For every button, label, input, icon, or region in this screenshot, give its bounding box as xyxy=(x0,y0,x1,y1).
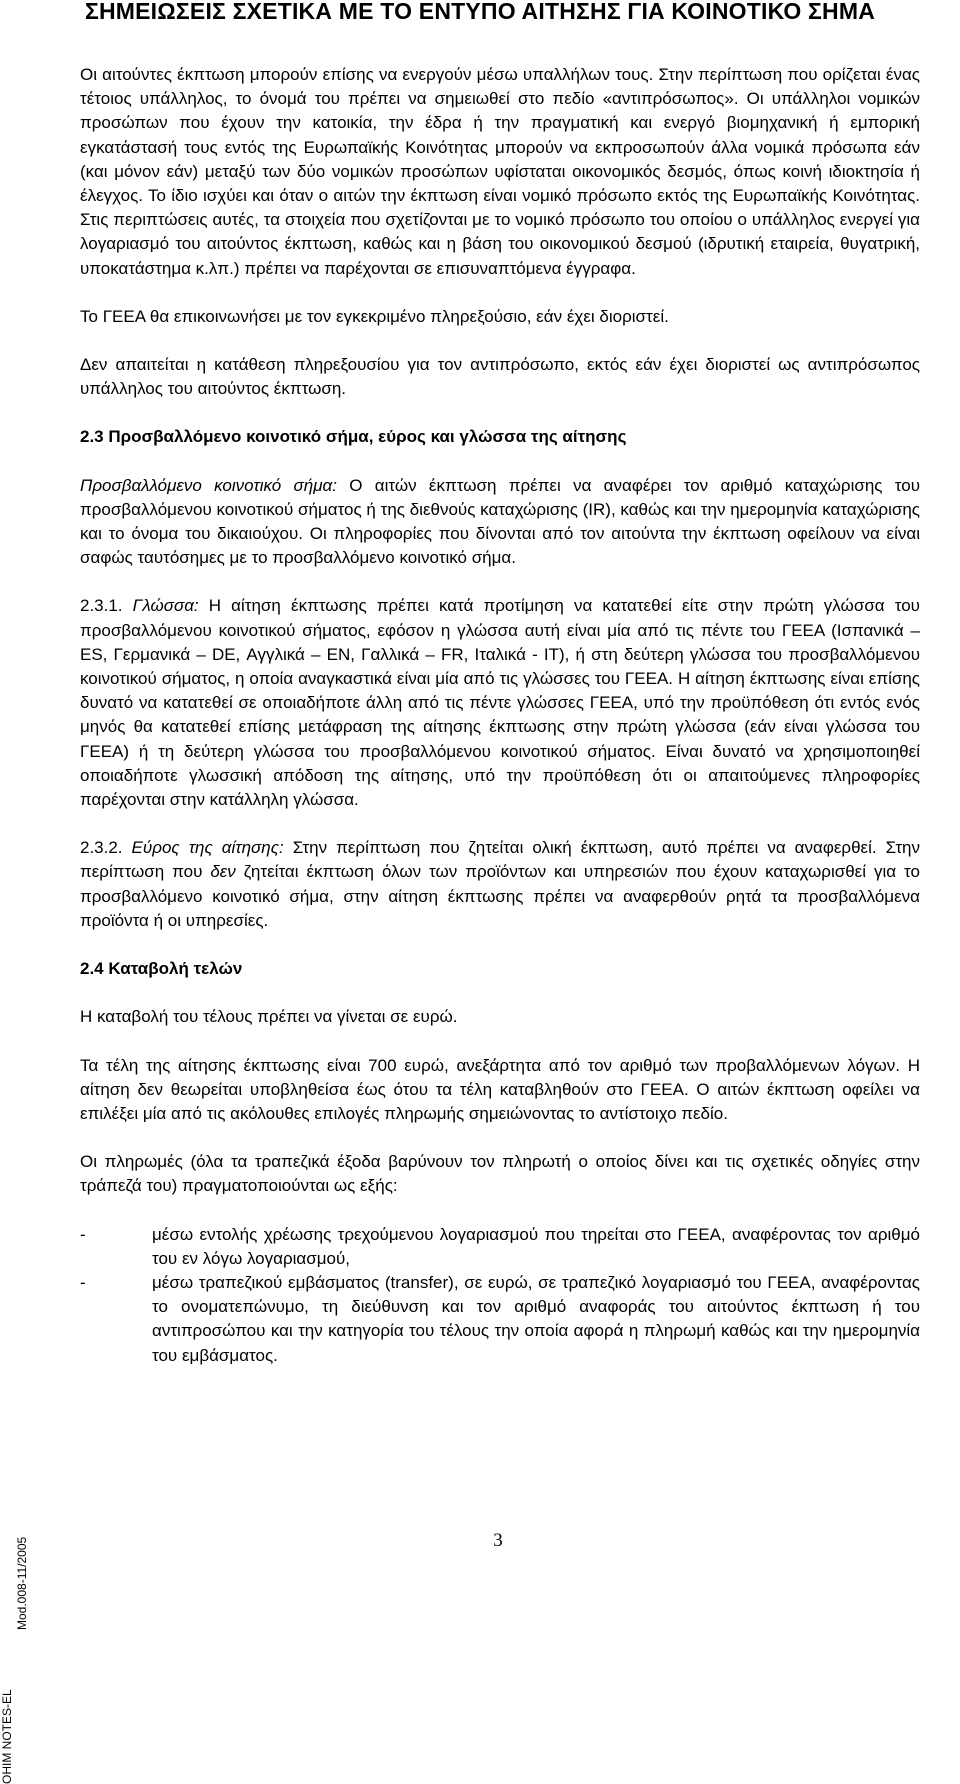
contested-mark-text: Ο αιτών έκπτωση πρέπει να αναφέρει τον αριθμό καταχώρισης του προσβαλλόμενου κοινοτικού σήματος ή της διεθνούς καταχώρισης (IR), καθώς και την ημερομηνία καταχώρισης και το όνομα του δικαιούχου. Οι πληροφορίες που δίνονται από τον αιτούντα την έκπτωση οφείλουν να είναι σαφώς ταυτόσημες με το προσβαλλόμενο κοινοτικό σήμα. xyxy=(80,475,921,568)
scope-text-a: Στην περίπτωση που ζητείται ολική έκπτωση, αυτό πρέπει να αναφερθεί. Στην περίπτωση που xyxy=(80,838,920,882)
language-number: 2.3.1. xyxy=(80,596,133,616)
scope-emphasis: δεν xyxy=(210,862,236,882)
language-text: Η αίτηση έκπτωσης πρέπει κατά προτίμηση να κατατεθεί είτε στην πρώτη γλώσσα του προσβαλλόμενου κοινοτικού σήματος, εφόσον η γλώσσα αυτή είναι μία από τις πέντε του ΓΕΕΑ (Ισπανικά – ES, Γερμανικά – DE, Αγγλικά – EN, Γαλλικά – FR, Ιταλικά - IT), ή στη δεύτερη γλώσσα του προσβαλλόμενου κοινοτικού σήματος, η οποία αναγκαστικά είναι μία από τις γλώσσες του ΓΕΕΑ. Η αίτηση έκπτωσης είναι επίσης δυνατό να κατατεθεί σε οποιαδήποτε άλλη από τις πέντε γλώσσες ΓΕΕΑ, υπό την προϋπόθεση ότι εντός ενός μηνός θα κατατεθεί επίσης μετάφραση της αίτησης έκπτωσης στην πρώτη γλώσσα (εάν είναι γλώσσα του ΓΕΕΑ) ή τη δεύτερη γλώσσα του προσβαλλόμενου κοινοτικού σήματος. Είναι δυνατό να χρησιμοποιηθεί οποιαδήποτε γλωσσική απόδοση της αίτησης, υπό την προϋπόθεση ότι οι απαιτούμενες πληροφορίες παρέχονται στην κατάλληλη γλώσσα. xyxy=(80,596,920,810)
form-code-line-2: Mod.008-11/2005 xyxy=(15,1536,29,1630)
paragraph-scope xyxy=(80,836,920,933)
paragraph-payments: Οι πληρωμές (όλα τα τραπεζικά έξοδα βαρύνουν τον πληρωτή ο οποίος δίνει και τις σχετικές οδηγίες στην τράπεζά του) πραγματοποιούνται ως εξής: xyxy=(80,1152,920,1196)
list-item xyxy=(80,1223,920,1271)
form-code-line-1: OHIM NOTES-EL xyxy=(0,1689,14,1784)
paragraph-authorisation: Δεν απαιτείται η κατάθεση πληρεξουσίου για τον αντιπρόσωπο, εκτός εάν έχει διοριστεί ως αντιπρόσωπος υπάλληλος του αιτούντος έκπτωση. xyxy=(80,355,920,399)
payment-methods-list xyxy=(80,1223,920,1368)
language-label: Γλώσσα: xyxy=(132,596,199,616)
paragraph-language xyxy=(80,594,920,812)
document-body xyxy=(80,63,920,1368)
list-item-text: μέσω τραπεζικού εμβάσματος (transfer), σε ευρώ, σε τραπεζικό λογαριασμό του ΓΕΕΑ, αναφέροντας το ονοματεπώνυμο, τη διεύθυνση και τον αριθμό αναφοράς του αιτούντος έκπτωση ή του αντιπροσώπου και την κατηγορία του τέλους την οποία αφορά η πληρωμή καθώς και την ημερομηνία του εμβάσματος. xyxy=(152,1272,920,1365)
page-number: 3 xyxy=(493,1530,503,1551)
paragraph-contested-mark xyxy=(80,474,920,571)
list-dash: - xyxy=(80,1224,86,1244)
page-header-title: ΣΗΜΕΙΩΣΕΙΣ ΣΧΕΤΙΚΑ ΜΕ ΤΟ ΕΝΤΥΠΟ ΑΙΤΗΣΗΣ ΓΙΑ ΚΟΙΝΟΤΙΚΟ ΣΗΜΑ xyxy=(84,0,876,24)
scope-label: Εύρος της αίτησης: xyxy=(131,838,284,858)
paragraph-fee-amount: Τα τέλη της αίτησης έκπτωσης είναι 700 ευρώ, ανεξάρτητα από τον αριθμό των προβαλλόμενων λόγων. Η αίτηση δεν θεωρείται υποβληθείσα έως ότου τα τέλη καταβληθούν στο ΓΕΕΑ. Ο αιτών έκπτωση οφείλει να επιλέξει μία από τις ακόλουθες επιλογές πληρωμής σημειώνοντας το αντίστοιχο πεδίο. xyxy=(80,1055,920,1123)
list-item xyxy=(80,1271,920,1368)
section-heading-2-4: 2.4 Καταβολή τελών xyxy=(80,959,243,979)
scope-text-b: ζητείται έκπτωση όλων των προϊόντων και υπηρεσιών που έχουν καταχωρισθεί για το προσβαλλόμενο κοινοτικό σήμα, στην αίτηση έκπτωσης πρέπει να αναφερθούν ρητά τα προσβαλλόμενα προϊόντα ή οι υπηρεσίες. xyxy=(80,862,920,930)
list-dash: - xyxy=(80,1272,86,1292)
list-item-text: μέσω εντολής χρέωσης τρεχούμενου λογαριασμού που τηρείται στο ΓΕΕΑ, αναφέροντας τον αριθμό του εν λόγω λογαριασμού, xyxy=(152,1224,920,1268)
section-heading-2-3: 2.3 Προσβαλλόμενο κοινοτικό σήμα, εύρος και γλώσσα της αίτησης xyxy=(80,427,627,447)
paragraph-ohim-contact: Το ΓΕΕΑ θα επικοινωνήσει με τον εγκεκριμένο πληρεξούσιο, εάν έχει διοριστεί. xyxy=(80,306,669,326)
paragraph-fee-currency: Η καταβολή του τέλους πρέπει να γίνεται σε ευρώ. xyxy=(80,1007,458,1027)
contested-mark-label: Προσβαλλόμενο κοινοτικό σήμα: xyxy=(80,475,337,495)
paragraph-employees-representation: Οι αιτούντες έκπτωση μπορούν επίσης να ενεργούν μέσω υπαλλήλων τους. Στην περίπτωση που ορίζεται ένας τέτοιος υπάλληλος, το όνομά του πρέπει να σημειωθεί στο πεδίο «αντιπρόσωπος». Οι υπάλληλοι νομικών προσώπων που έχουν την κατοικία, την έδρα ή την πραγματική και ενεργό βιομηχανική ή εμπορική εγκατάστασή τους εντός της Ευρωπαϊκής Κοινότητας μπορούν να εκπροσωπούν άλλα νομικά πρόσωπα εάν (και μόνον εάν) μεταξύ των δύο νομικών προσώπων υφίσταται οικονομικός δεσμός, όπως κοινή ιδιοκτησία ή έλεγχος. Το ίδιο ισχύει και όταν ο αιτών την έκπτωση είναι νομικό πρόσωπο εκτός της Ευρωπαϊκής Κοινότητας. Στις περιπτώσεις αυτές, τα στοιχεία που σχετίζονται με το νομικό πρόσωπο του οποίου ο υπάλληλος ενεργεί για λογαριασμό του αιτούντος έκπτωση, καθώς και η βάση του οικονομικού δεσμού (ιδρυτική εταιρεία, θυγατρική, υποκατάστημα κ.λπ.) πρέπει να παρέχονται σε επισυναπτόμενα έγγραφα. xyxy=(80,65,920,278)
scope-number: 2.3.2. xyxy=(80,838,132,858)
